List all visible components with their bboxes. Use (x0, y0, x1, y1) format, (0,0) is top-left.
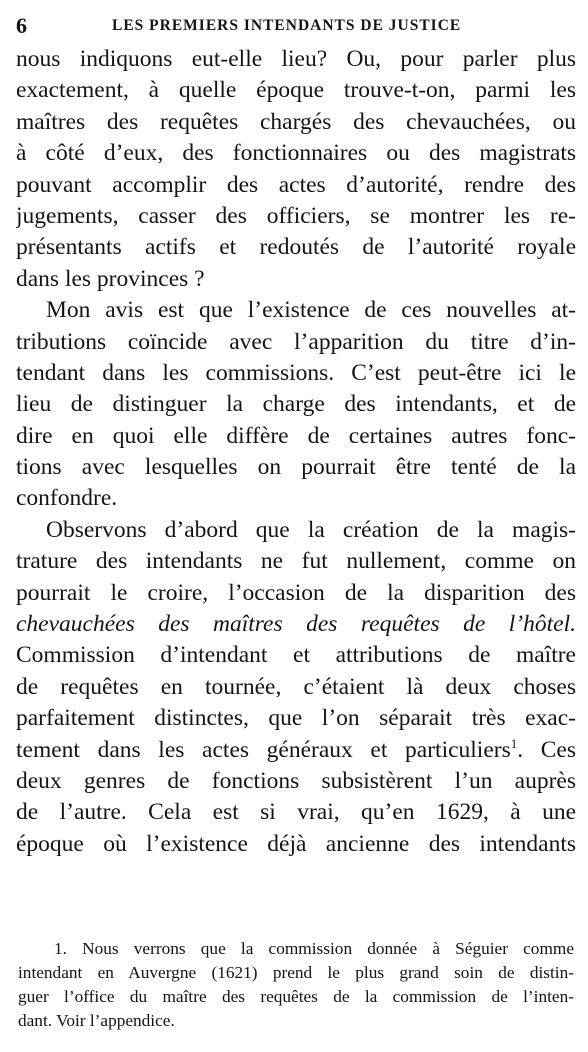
running-title: LES PREMIERS INTENDANTS DE JUSTICE (112, 17, 462, 34)
text-line: Observons d’abord que la création de la magis- (46, 516, 576, 543)
text-line: à côté d’eux, des fonctionnaires ou des magistrats (16, 140, 576, 167)
footnote-line: guer l’office du maître des requêtes de la commission de l’inten- (18, 987, 574, 1006)
text-line-part: tement dans les actes généraux et particuliers (16, 736, 511, 763)
text-line (16, 735, 576, 766)
text-line-part: . Ces (517, 736, 576, 763)
page-number: 6 (16, 13, 27, 38)
footnote-line: intendant en Auvergne (1621) prend le plus grand soin de distin- (18, 963, 574, 982)
text-line: tions avec lesquelles on pourrait être tenté de la (16, 454, 576, 481)
paragraph-1 (16, 44, 576, 295)
text-line: de requêtes en tournée, c’étaient là deux choses (16, 673, 576, 700)
page-header (16, 10, 576, 38)
text-line: dans les provinces ? (16, 265, 205, 292)
text-line: dire en quoi elle diffère de certaines autres fonc- (16, 422, 576, 449)
footnote-line: dant. Voir l’appendice. (18, 1011, 175, 1030)
text-line: Mon avis est que l’existence de ces nouvelles at- (46, 297, 576, 324)
text-line: époque où l’existence déjà ancienne des intendants (16, 830, 576, 857)
text-line: confondre. (16, 485, 118, 512)
italic-text-line: chevauchées des maîtres des requêtes de l’hôtel. (16, 611, 576, 638)
footnote (18, 937, 574, 1033)
paragraph-2 (16, 295, 576, 515)
text-line: jugements, casser des officiers, se montrer les re- (16, 202, 576, 229)
footnote-line: 1. Nous verrons que la commission donnée à Séguier comme (54, 939, 574, 958)
text-line: Commission d’intendant et attributions de maître (16, 642, 576, 669)
text-line: tributions coïncide avec l’apparition du titre d’in- (16, 328, 576, 355)
text-line: nous indiquons eut-elle lieu? Ou, pour parler plus (16, 46, 576, 72)
text-line: présentants actifs et redoutés de l’autorité royale (16, 234, 576, 261)
text-line: pouvant accomplir des actes d’autorité, rendre des (16, 171, 576, 198)
text-line: lieu de distinguer la charge des intendants, et de (16, 391, 576, 418)
body-text (16, 44, 576, 860)
text-line: de l’autre. Cela est si vrai, qu’en 1629, à une (16, 799, 576, 826)
footnote-reference: 1 (510, 735, 518, 751)
paragraph-3 (16, 515, 576, 860)
text-line: exactement, à quelle époque trouve-t-on, parmi les (16, 77, 576, 104)
text-line: deux genres de fonctions subsistèrent l’un auprès (16, 767, 576, 794)
text-line: pourrait le croire, l’occasion de la disparition des (16, 579, 576, 606)
text-line: parfaitement distinctes, que l’on séparait très exac- (16, 705, 576, 732)
text-line: tendant dans les commissions. C’est peut-être ici le (16, 359, 576, 386)
text-line: trature des intendants ne fut nullement, comme on (16, 548, 576, 575)
text-line: maîtres des requêtes chargés des chevauchées, ou (16, 108, 576, 135)
